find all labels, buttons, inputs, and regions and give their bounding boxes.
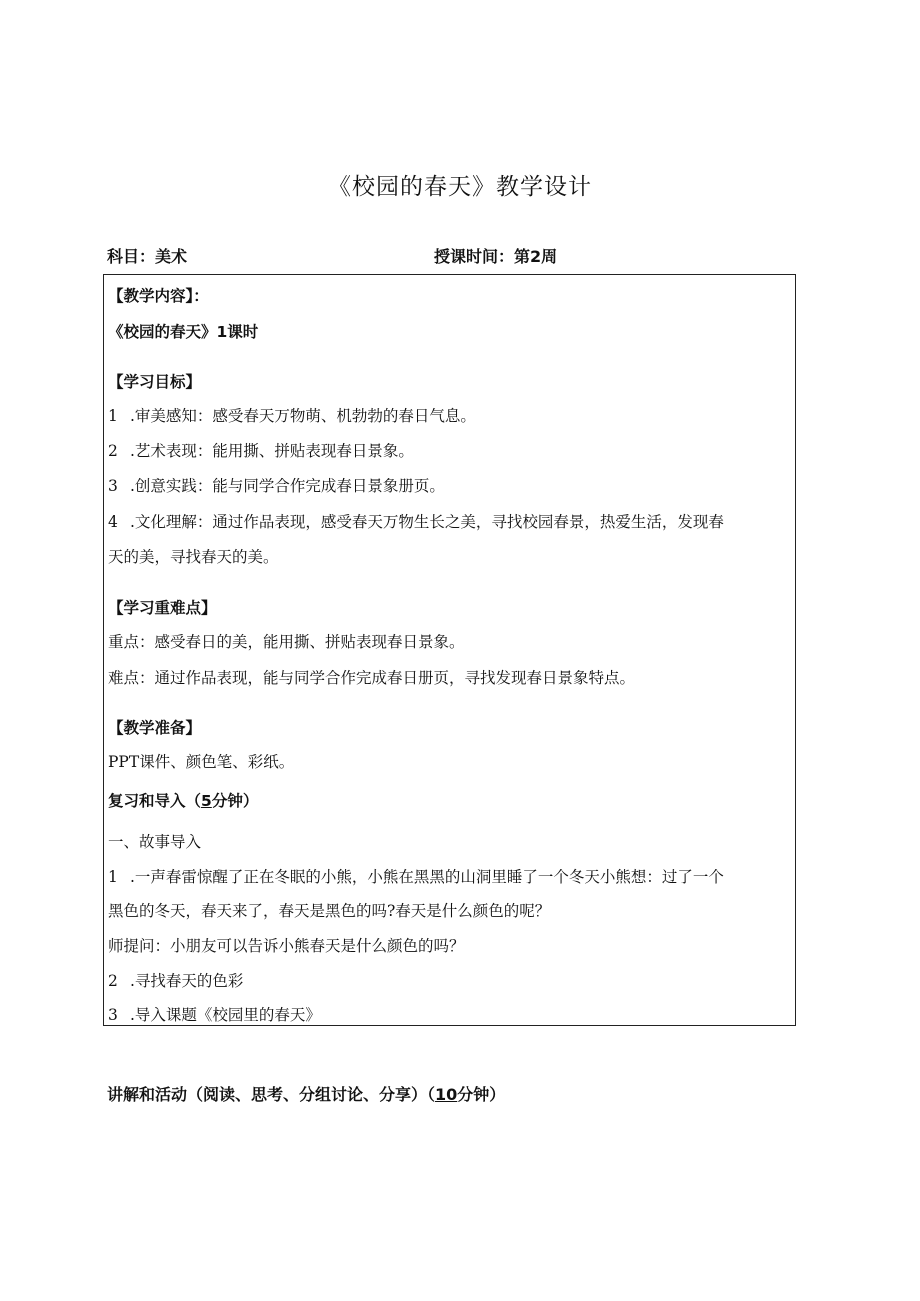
preparation-heading: 【教学准备】 bbox=[108, 719, 202, 737]
goal-item: 4 .文化理解：通过作品表现，感受春天万物生长之美，寻找校园春景，热爱生活，发现春 bbox=[108, 513, 724, 531]
review-heading: 复习和导入（5分钟） bbox=[108, 792, 259, 810]
document-title: 《校园的春天》教学设计 bbox=[328, 174, 592, 200]
story-item: 2 .寻找春天的色彩 bbox=[108, 972, 244, 990]
goal-item: 1 .审美感知：感受春天万物萌、机勃勃的春日气息。 bbox=[108, 407, 476, 425]
key-points-heading: 【学习重难点】 bbox=[108, 599, 217, 617]
key-point: 重点：感受春日的美，能用撕、拼贴表现春日景象。 bbox=[108, 633, 465, 651]
story-item: 1 .一声春雷惊醒了正在冬眠的小熊，小熊在黑黑的山洞里睡了一个冬天小熊想：过了一个 bbox=[108, 868, 724, 886]
content-text: 《校园的春天》1课时 bbox=[108, 323, 259, 341]
story-item-continuation: 黑色的冬天，春天来了，春天是黑色的吗?春天是什么颜色的呢？ bbox=[108, 902, 551, 920]
goal-item-continuation: 天的美，寻找春天的美。 bbox=[108, 548, 279, 566]
preparation-text: PPT课件、颜色笔、彩纸。 bbox=[108, 753, 295, 771]
teacher-question: 师提问：小朋友可以告诉小熊春天是什么颜色的吗？ bbox=[108, 937, 465, 955]
story-item: 3 .导入课题《校园里的春天》 bbox=[108, 1006, 321, 1024]
activity-heading: 讲解和活动（阅读、思考、分组讨论、分享）（10分钟） bbox=[107, 1085, 506, 1104]
goals-heading: 【学习目标】 bbox=[108, 373, 202, 391]
goal-item: 3 .创意实践：能与同学合作完成春日景象册页。 bbox=[108, 477, 445, 495]
content-heading: 【教学内容】： bbox=[108, 287, 209, 305]
lesson-content-box bbox=[103, 274, 796, 1026]
difficult-point: 难点：通过作品表现，能与同学合作完成春日册页，寻找发现春日景象特点。 bbox=[108, 669, 636, 687]
class-time-label: 授课时间：第2周 bbox=[434, 247, 558, 266]
intro-title: 一、故事导入 bbox=[108, 833, 202, 851]
subject-label: 科目：美术 bbox=[107, 247, 188, 266]
goal-item: 2 .艺术表现：能用撕、拼贴表现春日景象。 bbox=[108, 442, 414, 460]
